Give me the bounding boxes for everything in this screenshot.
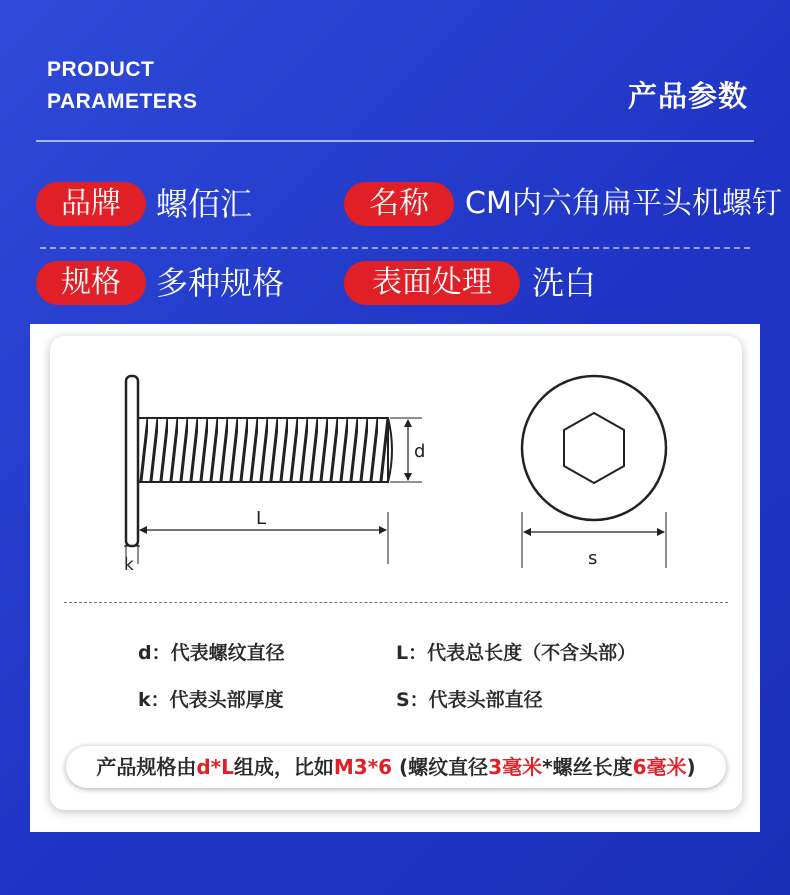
spec-card [50, 336, 742, 810]
header-en-line2: PARAMETERS [47, 90, 198, 113]
label-L: L [256, 508, 267, 529]
label-s: s [588, 548, 598, 569]
param-row-2 [0, 261, 790, 307]
card-divider [64, 602, 728, 603]
spec-value: 多种规格 [156, 264, 285, 302]
screw-head [126, 376, 138, 546]
name-label-badge: 名称 [344, 182, 454, 226]
legend-s: S：代表头部直径 [396, 689, 543, 711]
example-part-4: M3*6 [333, 755, 393, 779]
surface-label-badge: 表面处理 [344, 261, 520, 305]
brand-label-badge: 品牌 [36, 182, 146, 226]
example-part-3: 组成，比如 [233, 755, 334, 779]
name-value: CM内六角扁平头机螺钉 [465, 186, 782, 221]
example-part-8: 6毫米 [632, 755, 687, 779]
label-k: k [124, 555, 134, 575]
surface-value: 洗白 [532, 264, 597, 302]
label-d: d [414, 441, 426, 462]
example-part-5: (螺纹直径 [392, 755, 489, 779]
example-part-6: 3毫米 [488, 755, 543, 779]
legend-L: L：代表总长度（不含头部） [396, 642, 637, 664]
param-row-1 [0, 182, 790, 228]
spec-panel [30, 324, 760, 832]
spec-example-note [66, 746, 726, 788]
header-en-line1: PRODUCT [47, 58, 155, 81]
legend-k: k：代表头部厚度 [138, 689, 284, 711]
screw-shank [138, 418, 388, 482]
brand-value: 螺佰汇 [156, 185, 253, 223]
header-chinese-title: 产品参数 [627, 79, 748, 113]
example-part-7: *螺丝长度 [542, 755, 633, 779]
screw-diagram [50, 336, 742, 596]
legend-d: d：代表螺纹直径 [138, 642, 285, 664]
example-part-2: d*L [196, 755, 234, 779]
header-divider [36, 140, 754, 142]
params-divider [40, 247, 750, 249]
example-part-1: 产品规格由 [96, 755, 197, 779]
header-english-title [47, 54, 197, 118]
spec-label-badge: 规格 [36, 261, 146, 305]
example-part-9: ) [686, 755, 696, 779]
